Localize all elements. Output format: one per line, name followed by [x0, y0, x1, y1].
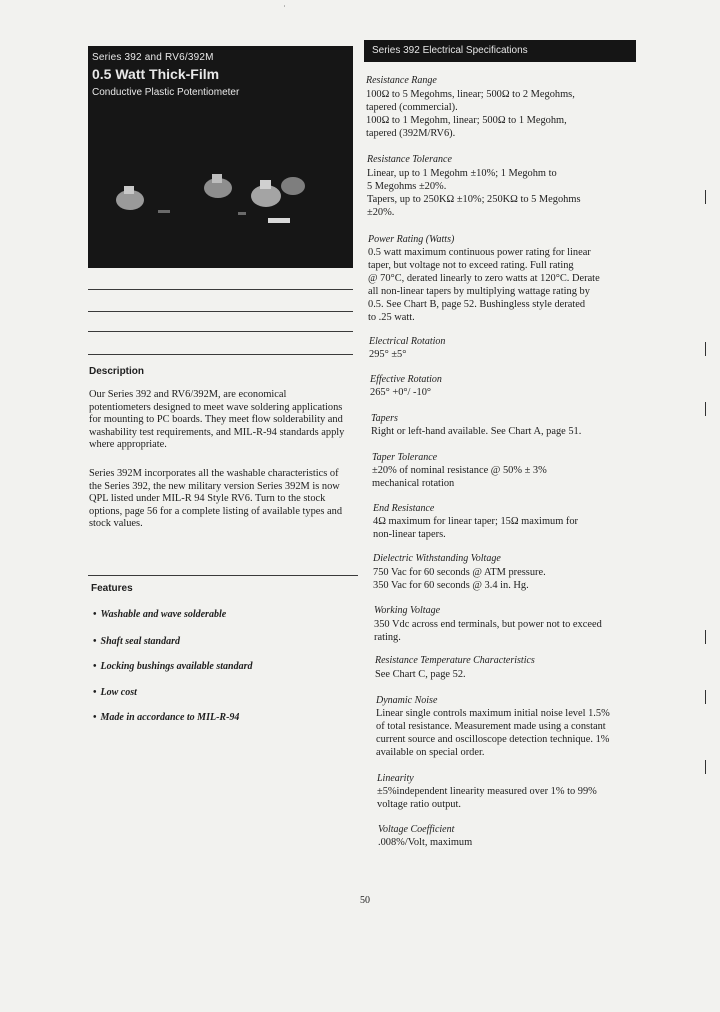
stray-mark: ˙	[283, 4, 286, 14]
edge-mark	[705, 630, 706, 644]
divider-rule	[88, 354, 353, 355]
spec-title: Voltage Coefficient	[378, 824, 455, 835]
spec-title: Electrical Rotation	[369, 336, 446, 347]
spec-title: End Resistance	[373, 503, 435, 514]
feature-item: • Locking bushings available standard	[93, 661, 253, 672]
edge-mark	[705, 190, 706, 204]
spec-title: Dielectric Withstanding Voltage	[373, 553, 501, 564]
spec-title: Working Voltage	[374, 605, 441, 616]
product-hero	[88, 46, 353, 268]
product-title: 0.5 Watt Thick-Film	[92, 66, 220, 82]
spec-title: Resistance Tolerance	[367, 154, 452, 165]
edge-mark	[705, 402, 706, 416]
feature-item: • Shaft seal standard	[93, 636, 180, 647]
edge-mark	[705, 342, 706, 356]
spec-body: 100Ω to 5 Megohms, linear; 500Ω to 2 Megohms, tapered (commercial). 100Ω to 1 Megohm, linear; 500Ω to 1 Megohm, tapered (392M/RV6).	[366, 89, 575, 139]
spec-title: Linearity	[377, 773, 414, 784]
spec-body: Right or left-hand available. See Chart A, page 51.	[371, 426, 582, 437]
spec-body: 295° ±5°	[369, 349, 407, 360]
specs-header: Series 392 Electrical Specifications	[364, 40, 636, 62]
spec-title: Effective Rotation	[370, 374, 442, 385]
spec-body: .008%/Volt, maximum	[378, 837, 473, 848]
spec-title: Resistance Temperature Characteristics	[375, 655, 535, 666]
feature-item: • Low cost	[93, 687, 137, 698]
spec-title: Dynamic Noise	[376, 695, 438, 706]
spec-title: Taper Tolerance	[372, 452, 438, 463]
description-paragraph: Series 392M incorporates all the washable characteristics of the Series 392, the new military version Series 392M is now QPL listed under MIL-R 94 Style RV6. Turn to the stock options, page 56 for a complete listing of available types and stock values.	[89, 468, 343, 529]
spec-body: ±5%independent linearity measured over 1% to 99% voltage ratio output.	[377, 786, 597, 810]
description-heading: Description	[89, 366, 145, 377]
feature-item: • Made in accordance to MIL-R-94	[93, 712, 240, 723]
description-paragraph: Our Series 392 and RV6/392M, are economical potentiometers designed to meet wave soldering applications for mounting to PC boards. They meet flow solderability and washability test requirements, and MIL-R-94 standards apply where appropriate.	[89, 389, 345, 450]
spec-title: Tapers	[371, 413, 398, 424]
divider-rule	[88, 575, 358, 576]
spec-body: See Chart C, page 52.	[375, 669, 466, 680]
page-number: 50	[360, 895, 370, 906]
divider-rule	[88, 311, 353, 312]
spec-body: 750 Vac for 60 seconds @ ATM pressure. 350 Vac for 60 seconds @ 3.4 in. Hg.	[373, 567, 546, 591]
divider-rule	[88, 331, 353, 332]
divider-rule	[88, 289, 353, 290]
spec-body: Linear, up to 1 Megohm ±10%; 1 Megohm to 5 Megohms ±20%. Tapers, up to 250KΩ ±10%; 250KΩ to 5 Megohms ±20%.	[367, 168, 581, 218]
product-subtitle: Conductive Plastic Potentiometer	[92, 87, 240, 98]
spec-body: 4Ω maximum for linear taper; 15Ω maximum for non-linear tapers.	[373, 516, 579, 540]
feature-item: • Washable and wave solderable	[93, 609, 227, 620]
spec-title: Power Rating (Watts)	[368, 234, 455, 245]
product-photo	[88, 166, 353, 246]
spec-title: Resistance Range	[366, 75, 437, 86]
spec-body: ±20% of nominal resistance @ 50% ± 3% mechanical rotation	[372, 465, 547, 489]
series-line: Series 392 and RV6/392M	[92, 52, 214, 63]
spec-body: 0.5 watt maximum continuous power rating for linear taper, but voltage not to exceed rating. Full rating @ 70°C, derated linearly to zero watts at 120°C. Derate all non-linear tapers by multiplying wattage rating by 0.5. See Chart B, page 52. Bushingless style derated to .25 watt.	[368, 247, 600, 323]
spec-body: 350 Vdc across end terminals, but power not to exceed rating.	[374, 619, 602, 643]
edge-mark	[705, 760, 706, 774]
features-heading: Features	[91, 583, 133, 594]
spec-body: Linear single controls maximum initial noise level 1.5% of total resistance. Measurement made using a constant current source and oscilloscope detection technique. 1% available on special order.	[376, 708, 610, 758]
edge-mark	[705, 690, 706, 704]
spec-body: 265° +0°/ -10°	[370, 387, 432, 398]
